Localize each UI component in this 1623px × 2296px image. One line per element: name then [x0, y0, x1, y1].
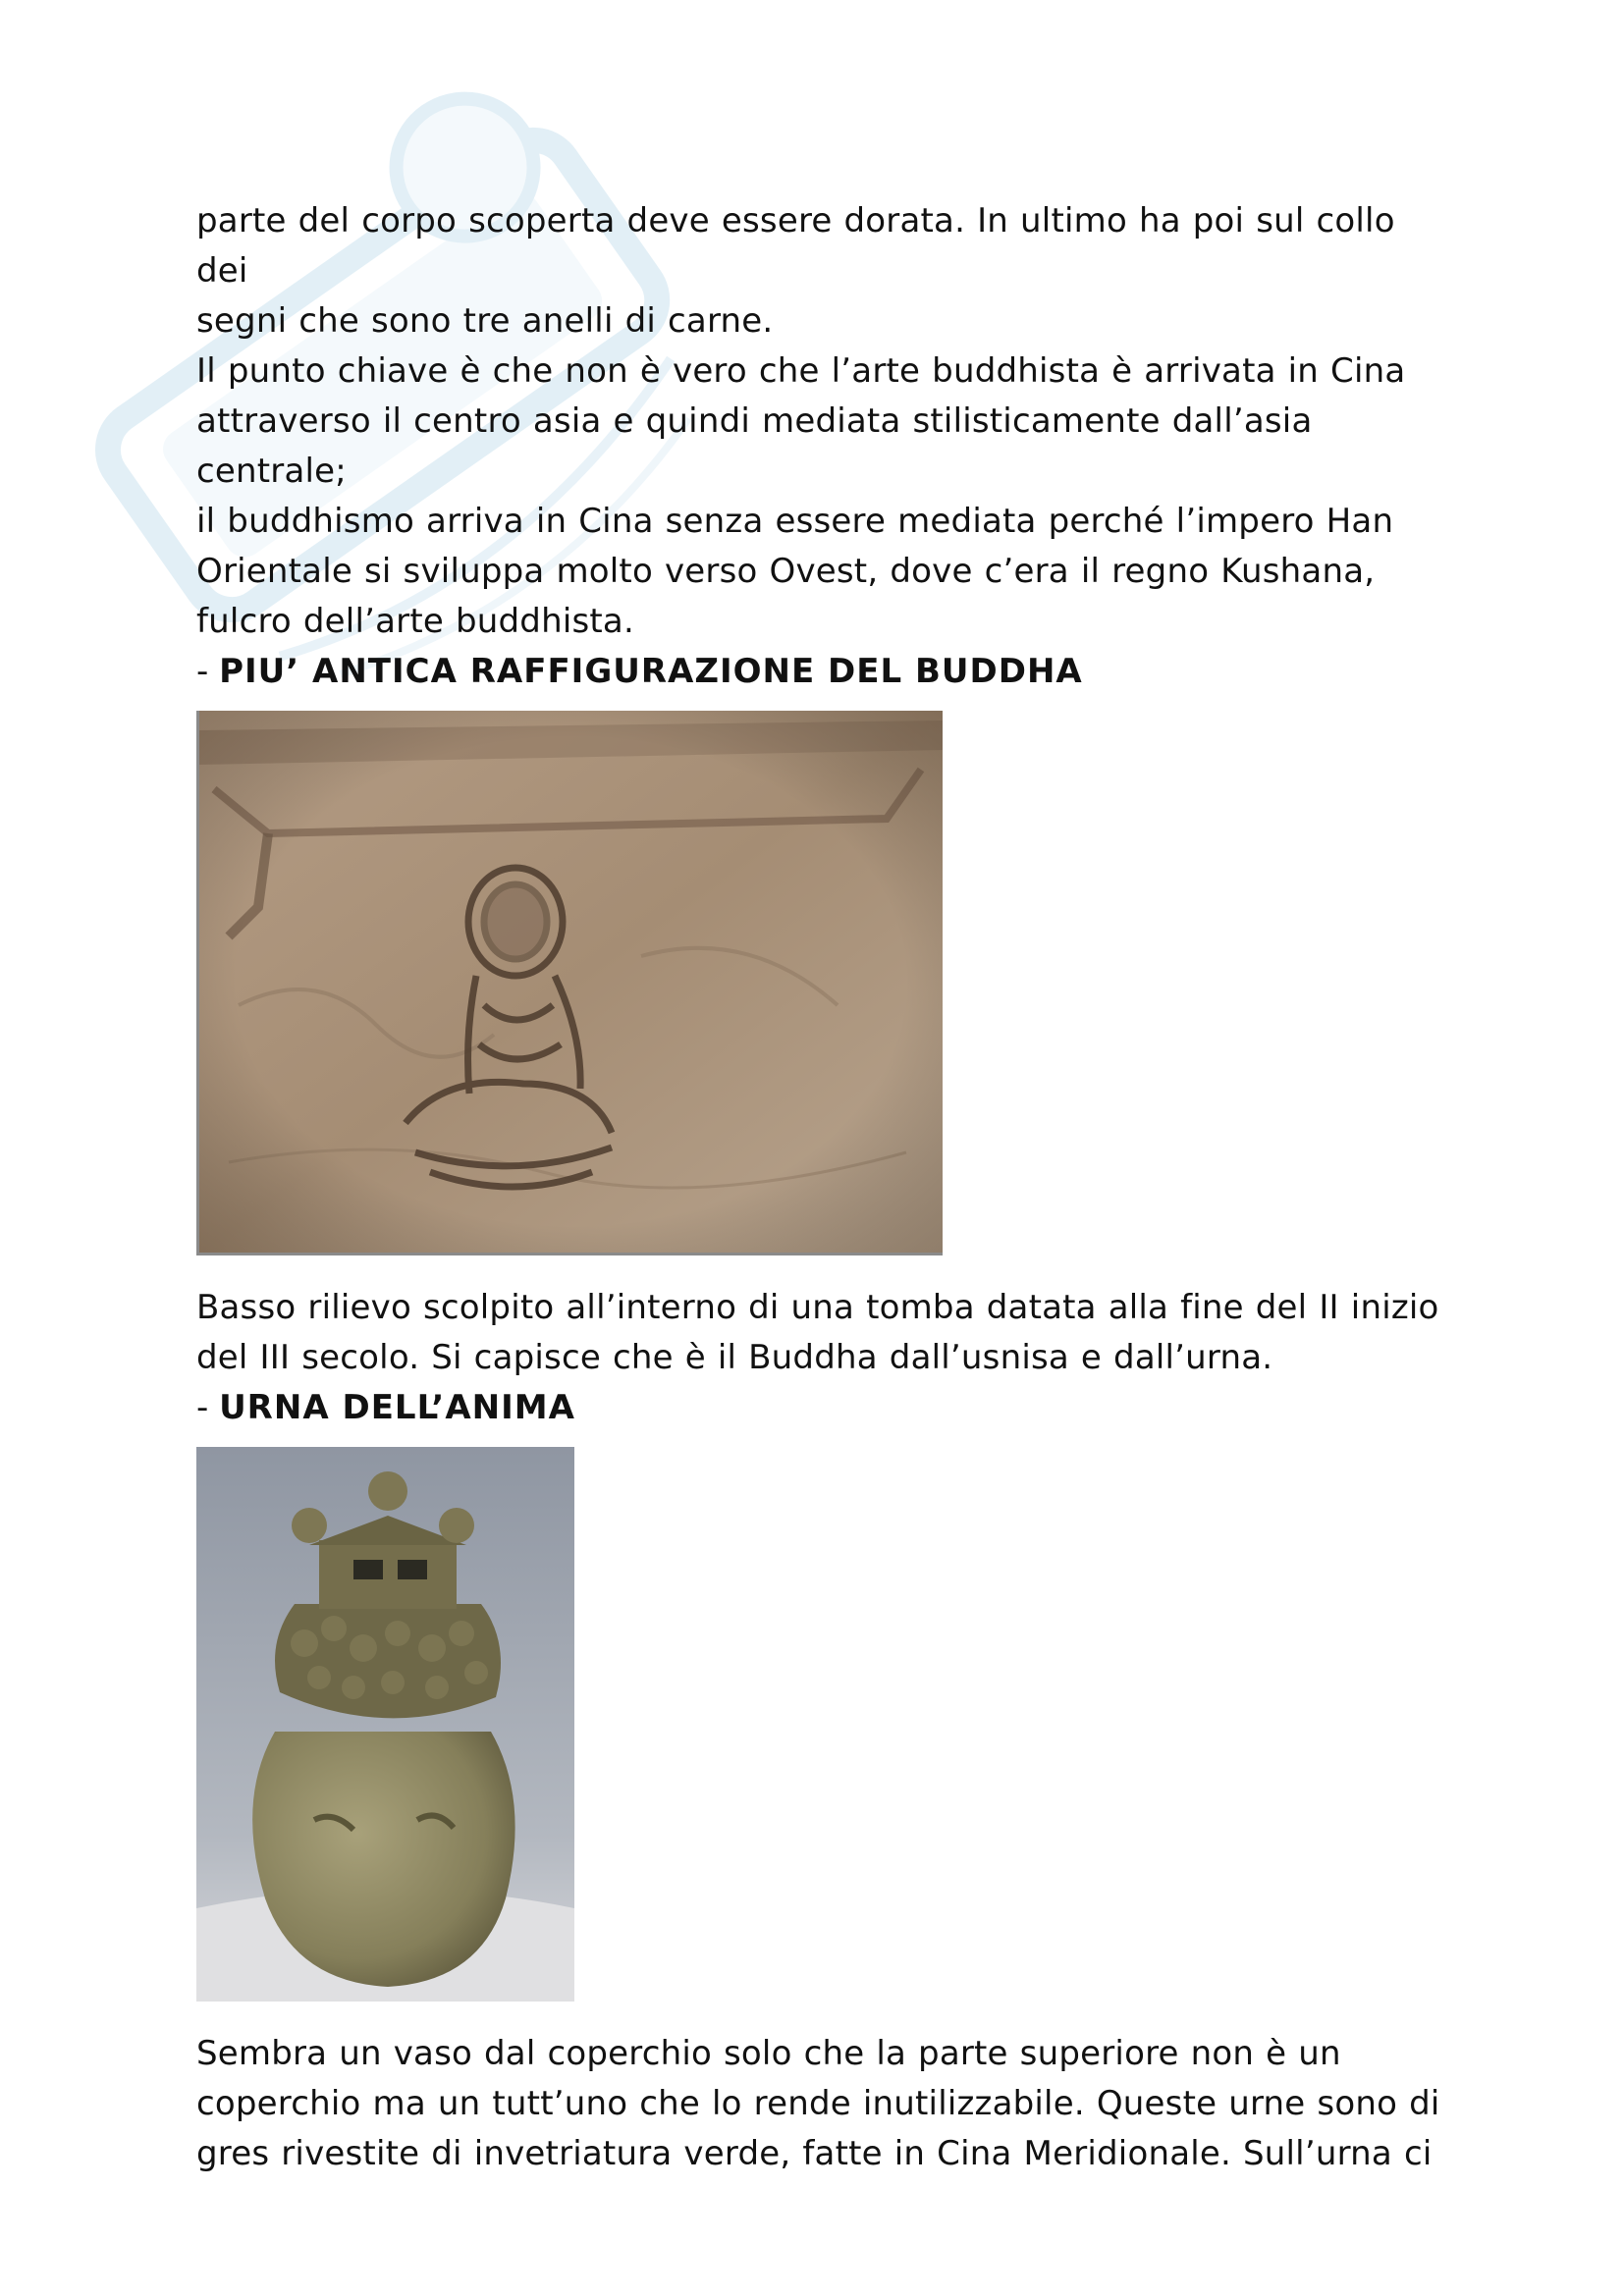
urn-illustration — [196, 1447, 574, 2002]
buddha-relief-image — [196, 711, 943, 1255]
heading-dash: - — [196, 1388, 220, 1427]
relief-illustration — [199, 711, 943, 1253]
section-heading-urn — [196, 1383, 1453, 1433]
text-line: gres rivestite di invetriatura verde, fatte in Cina Meridionale. Sull’urna ci — [196, 2134, 1433, 2173]
text-line: segni che sono tre anelli di carne. — [196, 301, 774, 341]
document-body — [196, 196, 1453, 2179]
urn-caption — [196, 2029, 1453, 2179]
text-line: coperchio ma un tutt’uno che lo rende inutilizzabile. Queste urne sono di — [196, 2084, 1440, 2123]
text-line: il buddhismo arriva in Cina senza essere mediata perché l’impero Han — [196, 502, 1394, 541]
heading-title: URNA DELL’ANIMA — [219, 1388, 575, 1427]
text-line: Basso rilievo scolpito all’interno di una tomba datata alla fine del II inizio — [196, 1288, 1439, 1327]
soul-urn-image — [196, 1447, 574, 2002]
heading-title: PIU’ ANTICA RAFFIGURAZIONE DEL BUDDHA — [219, 652, 1083, 691]
text-line: attraverso il centro asia e quindi mediata stilisticamente dall’asia centrale; — [196, 401, 1313, 491]
urn-figure — [196, 1447, 1453, 2002]
section-heading-oldest-buddha — [196, 647, 1453, 697]
text-line: parte del corpo scoperta deve essere dorata. In ultimo ha poi sul collo dei — [196, 201, 1395, 291]
relief-figure — [196, 711, 1453, 1255]
text-line: Il punto chiave è che non è vero che l’arte buddhista è arrivata in Cina — [196, 351, 1406, 391]
text-line: fulcro dell’arte buddhista. — [196, 602, 634, 641]
heading-dash: - — [196, 652, 220, 691]
text-line: del III secolo. Si capisce che è il Buddha dall’usnisa e dall’urna. — [196, 1338, 1273, 1377]
intro-paragraph — [196, 196, 1453, 647]
text-line: Orientale si sviluppa molto verso Ovest, dove c’era il regno Kushana, — [196, 552, 1376, 591]
text-line: Sembra un vaso dal coperchio solo che la parte superiore non è un — [196, 2034, 1341, 2073]
relief-caption — [196, 1283, 1453, 1383]
